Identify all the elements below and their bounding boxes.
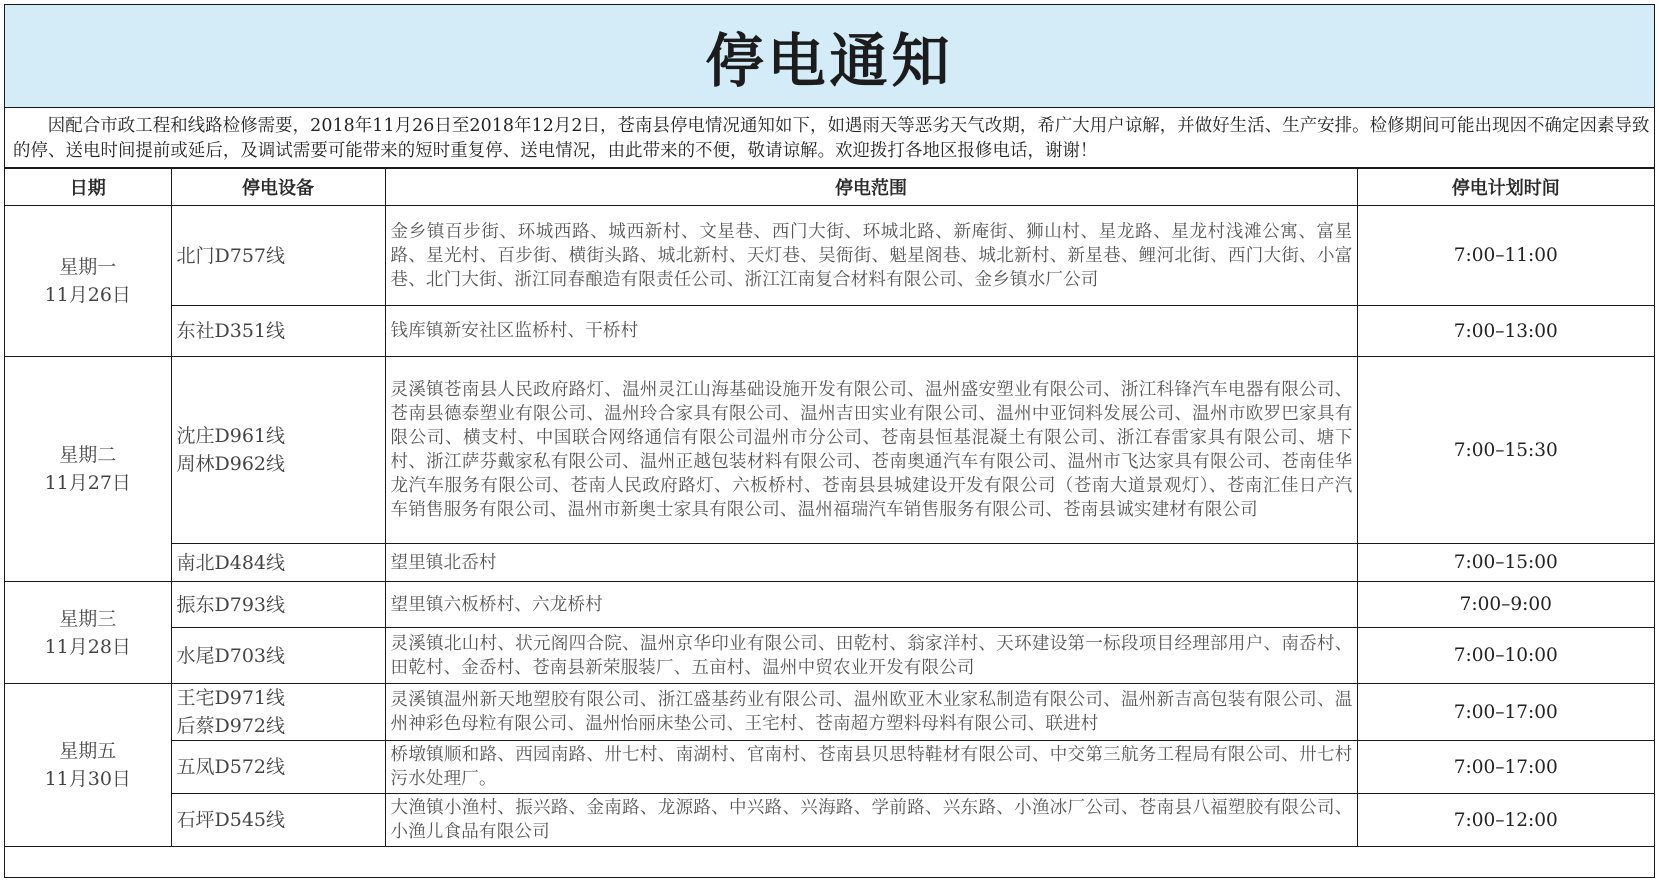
equipment-line-label: 北门D757线 xyxy=(176,244,285,267)
header-time: 停电计划时间 xyxy=(1357,169,1654,206)
date-cell xyxy=(5,684,171,847)
table-row xyxy=(5,544,1654,582)
weekday-label: 星期三 xyxy=(59,607,117,630)
table-row xyxy=(5,306,1654,357)
power-outage-notice xyxy=(4,4,1655,878)
date-cell xyxy=(5,357,171,582)
planned-time-cell: 7:00–9:00 xyxy=(1357,582,1654,628)
planned-time-cell: 7:00–17:00 xyxy=(1357,741,1654,794)
table-row xyxy=(5,628,1654,684)
table-row xyxy=(5,794,1654,847)
outage-range-cell: 大渔镇小渔村、振兴路、金南路、龙源路、中兴路、兴海路、学前路、兴东路、小渔冰厂公司、苍南县八福塑胶有限公司、小渔儿食品有限公司 xyxy=(385,794,1357,847)
equipment-line-label: 沈庄D961线 xyxy=(176,425,285,447)
date-label: 11月26日 xyxy=(44,284,131,306)
date-label: 11月30日 xyxy=(44,768,131,790)
notice-title: 停电通知 xyxy=(705,27,954,95)
weekday-label: 星期五 xyxy=(59,740,117,762)
table-row xyxy=(5,582,1654,628)
equipment-line-label: 后蔡D972线 xyxy=(176,715,285,737)
equipment-cell xyxy=(171,544,385,582)
outage-range-cell: 钱库镇新安社区监桥村、干桥村 xyxy=(385,306,1357,357)
date-cell xyxy=(5,206,171,357)
outage-range-cell: 望里镇北岙村 xyxy=(385,544,1357,582)
outage-range-cell: 灵溪镇温州新天地塑胶有限公司、浙江盛基药业有限公司、温州欧亚木业家私制造有限公司、温州新吉高包装有限公司、温州神彩色母粒有限公司、温州怡丽床垫公司、王宅村、苍南超方塑料母料有限公司、联进村 xyxy=(385,684,1357,741)
date-cell xyxy=(5,582,171,684)
outage-range-cell: 灵溪镇苍南县人民政府路灯、温州灵江山海基础设施开发有限公司、温州盛安塑业有限公司、浙江科锋汽车电器有限公司、苍南县德泰塑业有限公司、温州玲合家具有限公司、温州吉田实业有限公司、温州中亚饲料发展公司、温州市欧罗巴家具有限公司、横支村、中国联合网络通信有限公司温州市分公司、苍南县恒基混凝土有限公司、浙江春雷家具有限公司、塘下村、浙江萨芬戴家私有限公司、温州正越包装材料有限公司、苍南奥通汽车有限公司、温州市飞达家具有限公司、苍南佳华龙汽车服务有限公司、苍南人民政府路灯、六板桥村、苍南县县城建设开发有限公司（苍南大道景观灯）、苍南汇佳日产汽车销售服务有限公司、温州市新奥士家具有限公司、温州福瑞汽车销售服务有限公司、苍南县诚实建材有限公司 xyxy=(385,357,1357,544)
table-header-row xyxy=(5,169,1654,206)
outage-range-cell: 桥墩镇顺和路、西园南路、卅七村、南湖村、官南村、苍南县贝思特鞋材有限公司、中交第三航务工程局有限公司、卅七村污水处理厂。 xyxy=(385,741,1357,794)
equipment-cell xyxy=(171,206,385,306)
equipment-line-label: 水尾D703线 xyxy=(176,644,285,667)
equipment-cell xyxy=(171,794,385,847)
planned-time-cell: 7:00–11:00 xyxy=(1357,206,1654,306)
planned-time-cell: 7:00–12:00 xyxy=(1357,794,1654,847)
table-row xyxy=(5,684,1654,741)
table-row xyxy=(5,357,1654,544)
notice-banner xyxy=(5,5,1654,108)
header-equipment: 停电设备 xyxy=(171,169,385,206)
planned-time-cell: 7:00–10:00 xyxy=(1357,628,1654,684)
date-label: 11月27日 xyxy=(44,472,131,494)
equipment-line-label: 石坪D545线 xyxy=(176,809,285,831)
planned-time-cell: 7:00–17:00 xyxy=(1357,684,1654,741)
outage-schedule-table xyxy=(5,168,1654,847)
planned-time-cell: 7:00–13:00 xyxy=(1357,306,1654,357)
equipment-cell xyxy=(171,582,385,628)
outage-range-cell: 望里镇六板桥村、六龙桥村 xyxy=(385,582,1357,628)
outage-range-cell: 金乡镇百步街、环城西路、城西新村、文星巷、西门大街、环城北路、新庵街、狮山村、星龙路、星龙村浅滩公寓、富星路、星光村、百步街、横街头路、城北新村、天灯巷、吴衙街、魁星阁巷、城北新村、新星巷、鲤河北街、西门大街、小富巷、北门大街、浙江同春酿造有限责任公司、浙江江南复合材料有限公司、金乡镇水厂公司 xyxy=(385,206,1357,306)
schedule-body xyxy=(5,206,1654,847)
table-row xyxy=(5,206,1654,306)
equipment-line-label: 王宅D971线 xyxy=(176,687,285,709)
equipment-cell xyxy=(171,684,385,741)
equipment-line-label: 五凤D572线 xyxy=(176,756,285,778)
equipment-cell xyxy=(171,741,385,794)
planned-time-cell: 7:00–15:30 xyxy=(1357,357,1654,544)
header-range: 停电范围 xyxy=(385,169,1357,206)
table-row xyxy=(5,741,1654,794)
weekday-label: 星期二 xyxy=(59,444,117,466)
equipment-line-label: 周林D962线 xyxy=(176,453,285,475)
equipment-line-label: 南北D484线 xyxy=(176,551,285,574)
equipment-cell xyxy=(171,306,385,357)
equipment-cell xyxy=(171,357,385,544)
notice-intro: 因配合市政工程和线路检修需要，2018年11月26日至2018年12月2日，苍南县停电情况通知如下，如遇雨天等恶劣天气改期，希广大用户谅解，并做好生活、生产安排。检修期间可能出现因不确定因素导致的停、送电时间提前或延后，及调试需要可能带来的短时重复停、送电情况，由此带来的不便，敬请谅解。欢迎拨打各地区报修电话，谢谢！ xyxy=(5,108,1654,168)
equipment-line-label: 振东D793线 xyxy=(176,593,285,616)
outage-range-cell: 灵溪镇北山村、状元阁四合院、温州京华印业有限公司、田乾村、翁家洋村、天环建设第一标段项目经理部用户、南岙村、田乾村、金岙村、苍南县新荣服装厂、五亩村、温州中贸农业开发有限公司 xyxy=(385,628,1357,684)
header-date: 日期 xyxy=(5,169,171,206)
equipment-line-label: 东社D351线 xyxy=(176,320,285,342)
planned-time-cell: 7:00–15:00 xyxy=(1357,544,1654,582)
weekday-label: 星期一 xyxy=(59,256,117,278)
date-label: 11月28日 xyxy=(44,635,131,658)
equipment-cell xyxy=(171,628,385,684)
